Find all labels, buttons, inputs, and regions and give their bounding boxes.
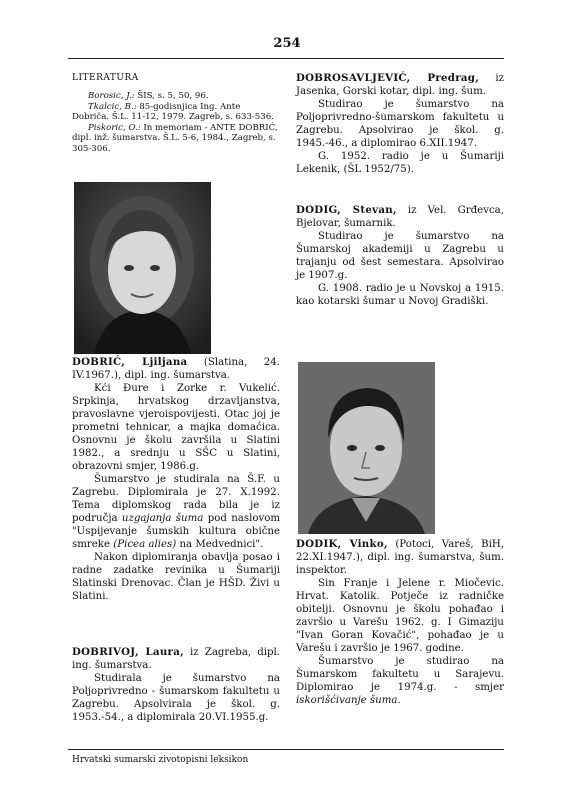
entry-intro: (Potoci, Vareš, BiH, 22.XI.1947.), dipl. ing. šumarstva, šum. inspektor. bbox=[296, 539, 504, 576]
entry-paragraph: Studirao je šumarstvo na Šumarskoj akademiji u Zagrebu u trajanju od šest semestara. Apsolvirao je 1907.g. bbox=[296, 231, 504, 281]
page-number: 254 bbox=[273, 36, 301, 51]
entry-paragraph: Kći Đure i Zorke r. Vukelić. Srpkinja, hrvatskog drzavljanstva, pravoslavne vjeroispovijesti. Otac joj je prometni tehnicar, a majka domaćica. Osnovnu je školu završila u Slatini 1982., a srednju u SŠC u Slatini, obrazovni smjer, 1986.g. bbox=[72, 383, 280, 472]
entry-paragraph: Šumarstvo je studirala na Š.F. u Zagrebu. Diplomirala je 27. X.1992. Tema diplomskog rada bila je iz područja uzgajanja šuma pod naslovom "Uspijevanje šumskih kultura obične smreke (Picea alies) na Medvednici". bbox=[72, 474, 281, 550]
entry-name: DOBROSAVLJEVIĆ, Predrag, bbox=[296, 72, 480, 84]
literature-author: Tkalcic, B.: bbox=[88, 101, 137, 112]
entry-name: DOBRIĆ, Ljiljana bbox=[72, 356, 188, 368]
bottom-rule bbox=[68, 749, 504, 750]
entry-name: DOBRIVOJ, Laura, bbox=[72, 646, 184, 658]
literature-text: 85-godisnjica Ing. Ante Dobriča. Š.L. 11-12, 1979. Zagreb, s. 633-536. bbox=[72, 101, 274, 122]
literature-item bbox=[72, 102, 280, 123]
entry-paragraph: G. 1908. radio je u Novskoj a 1915. kao kotarski šumar u Novoj Gradiški. bbox=[296, 283, 504, 307]
literature-author: Borosic, J.: bbox=[88, 91, 135, 101]
literature-heading: LITERATURA bbox=[72, 73, 139, 83]
entry-intro: iz Jasenka, Gorski kotar, dipl. ing. šum. bbox=[296, 73, 504, 97]
entry-dobric bbox=[72, 356, 280, 603]
entry-paragraph: Šumarstvo je studirao na Šumarskom fakultetu u Sarajevu. Diplomirao je 1974.g. - smjer iskorišćivanje šuma. bbox=[296, 656, 504, 706]
footer-text: Hrvatski sumarski zivotopisni leksikon bbox=[72, 755, 249, 765]
entry-dodig bbox=[296, 204, 504, 308]
literature-list bbox=[72, 91, 280, 154]
entry-dodik bbox=[296, 538, 504, 707]
entry-paragraph: Sin Franje i Jelene r. Miočevic. Hrvat. Katolik. Potječe iz radničke obitelji. Osnovnu je školu pohađao i završio u Varešu 1962. g. I Gimaziju "Ivan Goran Kovačić", pohađao je u Varešu i završio je 1967. godine. bbox=[296, 578, 504, 654]
entry-dobrosavljevic bbox=[296, 72, 504, 176]
entry-name: DODIG, Stevan, bbox=[296, 204, 397, 216]
literature-section bbox=[72, 72, 280, 154]
portrait-photo-dodik bbox=[298, 362, 435, 534]
literature-item bbox=[72, 91, 280, 102]
literature-item bbox=[72, 123, 280, 155]
top-rule bbox=[68, 58, 504, 59]
portrait-photo-dobric bbox=[74, 182, 211, 354]
entry-intro: iz Vel. Grđevca, Bjelovar, šumarnik. bbox=[296, 205, 504, 229]
entry-name: DODIK, Vinko, bbox=[296, 538, 388, 550]
entry-intro: iz Zagreba, dipl. ing. šumarstva. bbox=[72, 647, 281, 671]
entry-paragraph: Nakon diplomiranja obavlja posao i radne zadatke revinika u Šumariji Slatinski Drenovac. Član je HŠD. Živi u Slatini. bbox=[72, 552, 280, 602]
entry-dobrivoj bbox=[72, 646, 280, 724]
entry-paragraph: G. 1952. radio je u Šumariji Lekenik, (ŠL 1952/75). bbox=[296, 151, 504, 175]
literature-text: ŠIS, s. 5, 50, 96. bbox=[137, 91, 209, 101]
entry-intro: (Slatina, 24. IV.1967.), dipl. ing. šumarstva. bbox=[72, 357, 280, 381]
entry-paragraph: Studirao je šumarstvo na Poljoprivredno-šumarskom fakultetu u Zagrebu. Apsolvirao je škol. g. 1945.-46., a diplomirao 6.XII.1947. bbox=[296, 99, 504, 149]
literature-author: Piskoric, O.: bbox=[88, 122, 141, 133]
entry-paragraph: Studirala je šumarstvo na Poljoprivredno - šumarskom fakultetu u Zagrebu. Apsolvirala je škol. g. 1953.-54., a diplomirala 20.VI.1955.g. bbox=[72, 673, 280, 723]
literature-text: In memoriam - ANTE DOBRIĆ, dipl. inž. šumarstva. Š.L. 5-6, 1984., Zagreb, s. 305-306. bbox=[72, 122, 278, 154]
